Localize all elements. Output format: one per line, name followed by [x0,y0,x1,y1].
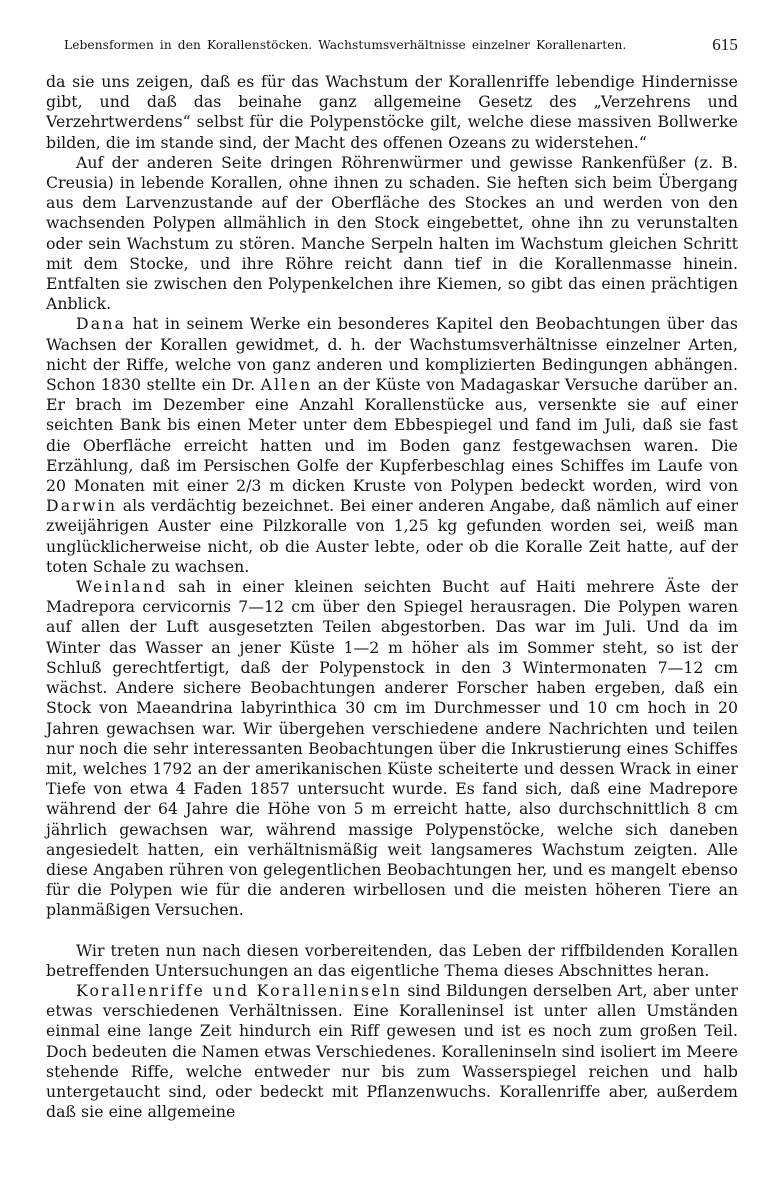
paragraph-3-text-b: an der Küste von Madagaskar Versuche darüber an. Er brach im Dezember eine Anzahl Korallenstücke aus, versenkte sie auf einer seichten Bank bis einen Meter unter dem Ebbespiegel und fand im Juli, daß sie fast die Oberfläche erreicht hatten und im Boden ganz festgewachsen waren. Die Erzählung, daß im Persischen Golfe der Kupferbeschlag eines Schiffes im Laufe von 20 Monaten mit einer 2/3 m dicken Kruste von Polypen bedeckt worden, wird von [46,375,738,496]
author-name-weinland: Weinland [76,577,168,597]
body-text [46,72,738,1122]
paragraph-1 [46,72,738,153]
paragraph-2-text: Auf der anderen Seite dringen Röhrenwürmer und gewisse Rankenfüßer (z. B. Creusia) in lebende Korallen, ohne ihnen zu schaden. Sie heften sich beim Übergang aus dem Larvenzustande auf der Oberfläche des Stockes an und werden von den wachsenden Polypen allmählich in den Stock eingebettet, ohne ihn zu verunstalten oder sein Wachstum zu stören. Manche Serpeln halten im Wachstum gleichen Schritt mit dem Stocke, und ihre Röhre reicht dann tief in die Korallenmasse hinein. Entfalten sie zwischen den Polypenkelchen ihre Kiemen, so gibt das einen prächtigen Anblick. [46,152,738,314]
paragraph-3-text-a: hat in seinem Werke ein besonderes Kapitel den Beobachtungen über das Wachsen der Korallen gewidmet, d. h. der Wachstumsverhältnisse einzelner Arten, nicht der Riffe, welche von ganz anderen und komplizierten Bedingungen abhängen. Schon 1830 stellte ein Dr. [46,314,738,395]
running-head [46,34,738,60]
section-gap [46,921,738,941]
author-name-darwin: Darwin [46,496,118,516]
term-korallenriffe-koralleninseln: Korallenriffe und Koralleninseln [76,980,403,1000]
paragraph-3-text-c: als verdächtig bezeichnet. Bei einer anderen Angabe, daß nämlich auf einer zweijährigen Auster eine Pilzkoralle von 1,25 kg gefunden worden sei, weiß man unglücklicherweise nicht, ob die Auster lebte, oder ob die Koralle Zeit hatte, auf der toten Schale zu wachsen. [46,496,738,576]
paragraph-2 [46,153,738,315]
author-name-dana: Dana [76,314,127,334]
paragraph-6-text: sind Bildungen derselben Art, aber unter etwas verschiedenen Verhältnissen. Eine Koralleninsel ist unter allen Umständen einmal eine lange Zeit hindurch ein Riff gewesen und ist es noch zum großen Teil. Doch bedeuten die Namen etwas Verschiedenes. Koralleninseln sind isoliert im Meere stehende Riffe, welche entweder nur bis zum Wasserspiegel reichen und halb untergetaucht sind, oder bedeckt mit Pflanzenwuchs. Korallenriffe aber, außerdem daß sie eine allgemeine [46,980,738,1122]
paragraph-5 [46,941,738,981]
running-title: Lebensformen in den Korallenstöcken. Wachstumsverhältnisse einzelner Korallenarten. [64,38,627,52]
paragraph-4-text: sah in einer kleinen seichten Bucht auf Haiti mehrere Äste der Madrepora cervicornis 7—12 cm über den Spiegel herausragen. Die Polypen waren auf allen der Luft ausgesetzten Teilen abgestorben. Das war im Juli. Und da im Winter das Wasser an jener Küste 1—2 m höher als im Sommer steht, so ist der Schluß gerechtfertigt, daß der Polypenstock in den 3 Wintermonaten 7—12 cm wächst. Andere sichere Beobachtungen anderer Forscher haben ergeben, daß ein Stock von Maeandrina labyrinthica 30 cm im Durchmesser und 10 cm hoch in 20 Jahren gewachsen war. Wir übergehen verschiedene andere Nachrichten und teilen nur noch die sehr interessanten Beobachtungen über die Inkrustierung eines Schiffes mit, welches 1792 an der amerikanischen Küste scheiterte und dessen Wrack in einer Tiefe von etwa 4 Faden 1857 untersucht wurde. Es fand sich, daß eine Madrepore während der 64 Jahre die Höhe von 5 m erreicht hatte, also durchschnittlich 8 cm jährlich gewachsen war, während massige Polypenstöcke, welche sich daneben angesiedelt hatten, ein verhältnismäßig weit langsameres Wachstum zeigten. Alle diese Angaben rühren von gelegentlichen Beobachtungen her, und es mangelt ebenso für die Polypen wie für die anderen wirbellosen und die meisten höheren Tiere an planmäßigen Versuchen. [46,577,738,920]
page-number: 615 [712,35,738,54]
paragraph-4 [46,577,738,920]
book-page [46,34,738,1122]
paragraph-5-text: Wir treten nun nach diesen vorbereitenden, das Leben der riffbildenden Korallen betreffenden Untersuchungen an das eigentliche Thema dieses Abschnittes heran. [46,940,738,980]
author-name-allen: Allen [260,375,313,395]
paragraph-6 [46,981,738,1122]
paragraph-1-text: da sie uns zeigen, daß es für das Wachstum der Korallenriffe lebendige Hindernisse gibt, und daß das beinahe ganz allgemeine Gesetz des „Verzehrens und Verzehrtwerdens“ selbst für die Polypenstöcke gilt, welche diese massiven Bollwerke bilden, die im stande sind, der Macht des offenen Ozeans zu widerstehen.“ [46,72,738,152]
paragraph-3 [46,314,738,577]
